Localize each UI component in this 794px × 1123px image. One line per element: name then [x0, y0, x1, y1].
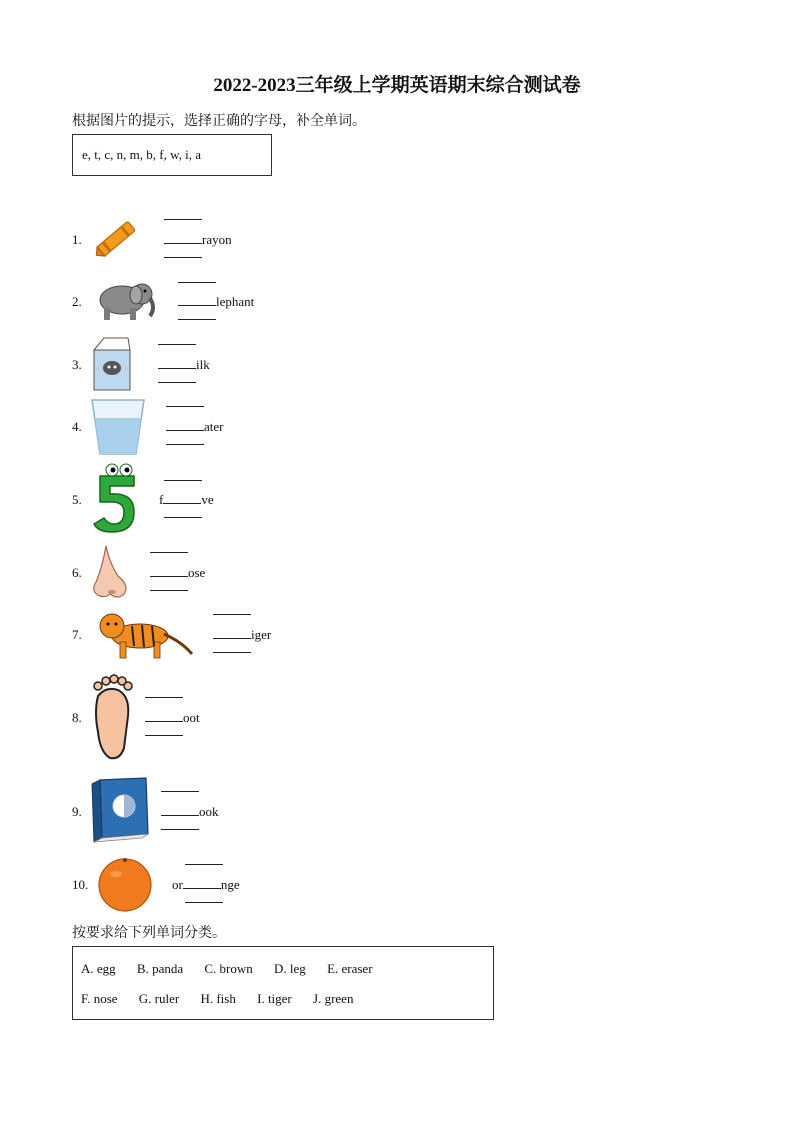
milk-carton-icon	[90, 336, 134, 392]
answer-blank-2[interactable]	[178, 294, 254, 310]
word-row-1	[81, 961, 391, 977]
word-option: H. fish	[200, 991, 236, 1006]
section1-instruction: 根据图片的提示，选择正确的字母，补全单词。	[72, 114, 366, 129]
answer-blank-10[interactable]	[172, 877, 240, 893]
answer-blank-4[interactable]	[166, 419, 223, 435]
word-row-2	[81, 991, 371, 1007]
orange-icon	[96, 856, 154, 912]
question-number: 6.	[72, 565, 82, 580]
answer-blank-3[interactable]	[158, 357, 210, 373]
word-suffix: ook	[199, 804, 219, 819]
letter-options-box	[72, 134, 272, 176]
word-option: D. leg	[274, 961, 306, 976]
water-glass-icon	[90, 398, 146, 456]
question-number: 9.	[72, 804, 82, 819]
nose-icon	[88, 544, 132, 600]
word-option: A. egg	[81, 961, 116, 976]
word-suffix: ater	[204, 419, 224, 434]
word-suffix: oot	[183, 710, 200, 725]
section2-instruction: 按要求给下列单词分类。	[72, 926, 226, 941]
book-icon	[90, 776, 150, 844]
question-number: 10.	[72, 877, 89, 892]
word-suffix: ilk	[196, 357, 210, 372]
question-number: 7.	[72, 627, 82, 642]
question-number: 5.	[72, 492, 82, 507]
question-number: 8.	[72, 710, 82, 725]
word-option: J. green	[313, 991, 354, 1006]
word-option: G. ruler	[138, 991, 180, 1006]
answer-blank-6[interactable]	[150, 565, 205, 581]
word-option: B. panda	[136, 961, 184, 976]
crayon-icon	[90, 212, 144, 264]
answer-blank-9[interactable]	[161, 804, 219, 820]
word-prefix: f	[159, 492, 164, 507]
answer-blank-1[interactable]	[164, 232, 232, 248]
question-number: 4.	[72, 419, 82, 434]
word-prefix: or	[172, 877, 183, 892]
word-suffix: nge	[220, 877, 240, 892]
word-suffix: ose	[188, 565, 206, 580]
foot-icon	[88, 672, 136, 762]
word-suffix: iger	[251, 627, 272, 642]
word-option: F. nose	[81, 991, 118, 1006]
elephant-icon	[90, 278, 158, 322]
question-number: 2.	[72, 294, 82, 309]
word-suffix: rayon	[202, 232, 232, 247]
question-number: 1.	[72, 232, 82, 247]
number-five-icon	[90, 462, 142, 536]
word-suffix: lephant	[216, 294, 255, 309]
classification-word-box	[72, 946, 494, 1020]
word-option: I. tiger	[257, 991, 292, 1006]
word-option: E. eraser	[327, 961, 373, 976]
word-option: C. brown	[204, 961, 253, 976]
answer-blank-5[interactable]	[159, 492, 214, 508]
page-title: 2022-2023三年级上学期英语期末综合测试卷	[213, 75, 581, 96]
word-suffix: ve	[201, 492, 214, 507]
answer-blank-7[interactable]	[213, 627, 271, 643]
tiger-icon	[92, 606, 196, 660]
question-number: 3.	[72, 357, 82, 372]
answer-blank-8[interactable]	[145, 710, 200, 726]
letter-options: e, t, c, n, m, b, f, w, i, a	[82, 147, 202, 162]
